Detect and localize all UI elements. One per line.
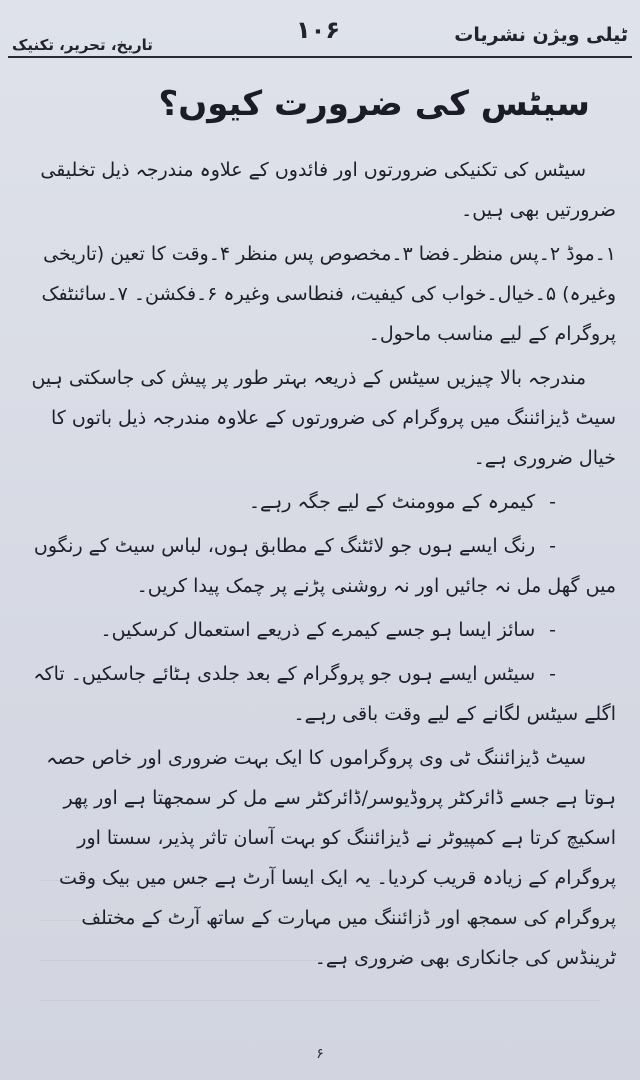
bleed-through-line	[40, 960, 600, 961]
bullet-item	[20, 526, 616, 606]
requirements-paragraph: مندرجہ بالا چیزیں سیٹس کے ذریعہ بہتر طور پر پیش کی جاسکتی ہیں سیٹ ڈیزائننگ میں پروگرام کی ضرورتوں کے علاوہ مندرجہ ذیل باتوں کا خیال ضروری ہے۔	[31, 367, 616, 469]
bullet-text: کیمرہ کے موومنٹ کے لیے جگہ رہے۔	[248, 491, 536, 513]
section-heading: سیٹس کی ضرورت کیوں؟	[158, 84, 590, 124]
bullet-text: رنگ ایسے ہوں جو لائٹنگ کے مطابق ہوں، لباس سیٹ کے رنگوں میں گھل مل نہ جائیں اور نہ روشنی پڑنے پر چمک پیدا کریں۔	[33, 535, 616, 597]
page-number: ۱۰۶	[296, 16, 340, 44]
page-header	[8, 10, 628, 54]
bullet-text: سائز ایسا ہو جسے کیمرے کے ذریعے استعمال کرسکیں۔	[100, 619, 536, 641]
running-title: ٹیلی ویژن نشریات	[454, 24, 628, 46]
bleed-through-line	[40, 920, 600, 921]
closing-paragraph: سیٹ ڈیزائننگ ٹی وی پروگراموں کا ایک بہت ضروری اور خاص حصہ ہوتا ہے جسے ڈائرکٹر پروڈیوسر/ڈائرکٹر سے مل کر سمجھتا ہے اور پھر اسکیچ کرتا ہے کمپیوٹر نے ڈیزائننگ کو بہت آسان تاثر پذیر، سستا اور پروگرام کے زیادہ قریب کردیا۔ یہ ایک ایسا آرٹ ہے جس میں بیک وقت پروگرام کی سمجھ اور ڈزائننگ میں مہارت کے ساتھ آرٹ کے مختلف ٹرینڈس کی جانکاری بھی ضروری ہے۔	[46, 747, 616, 969]
bleed-through-line	[40, 1000, 600, 1001]
dash-marker: -	[549, 491, 556, 513]
bullet-text: سیٹس ایسے ہوں جو پروگرام کے بعد جلدی ہٹائے جاسکیں۔ تاکہ اگلے سیٹس لگانے کے لیے وقت باقی رہے۔	[33, 663, 616, 725]
numbered-list-paragraph: ۱۔موڈ ۲۔پس منظر۔فضا ۳۔مخصوص پس منظر ۴۔وقت کا تعین (تاریخی وغیرہ) ۵۔خیال۔خواب کی کیفیت، فنطاسی وغیرہ ۶۔فکشن۔ ۷۔سائنٹفک پروگرام کے لیے مناسب ماحول۔	[41, 243, 616, 345]
dash-marker: -	[549, 663, 556, 685]
bleed-through-line	[40, 880, 600, 881]
intro-paragraph: سیٹس کی تکنیکی ضرورتوں اور فائدوں کے علاوہ مندرجہ ذیل تخلیقی ضرورتیں بھی ہیں۔	[40, 159, 616, 221]
header-divider	[8, 56, 632, 58]
dash-marker: -	[549, 619, 556, 641]
bullet-item	[20, 482, 616, 522]
footer-mark: ۶	[316, 1046, 324, 1062]
dash-marker: -	[549, 535, 556, 557]
chapter-subtitle: تاریخ، تحریر، تکنیک	[12, 36, 153, 54]
bullet-item	[20, 610, 616, 650]
bullet-item	[20, 654, 616, 734]
page-body	[20, 80, 616, 982]
